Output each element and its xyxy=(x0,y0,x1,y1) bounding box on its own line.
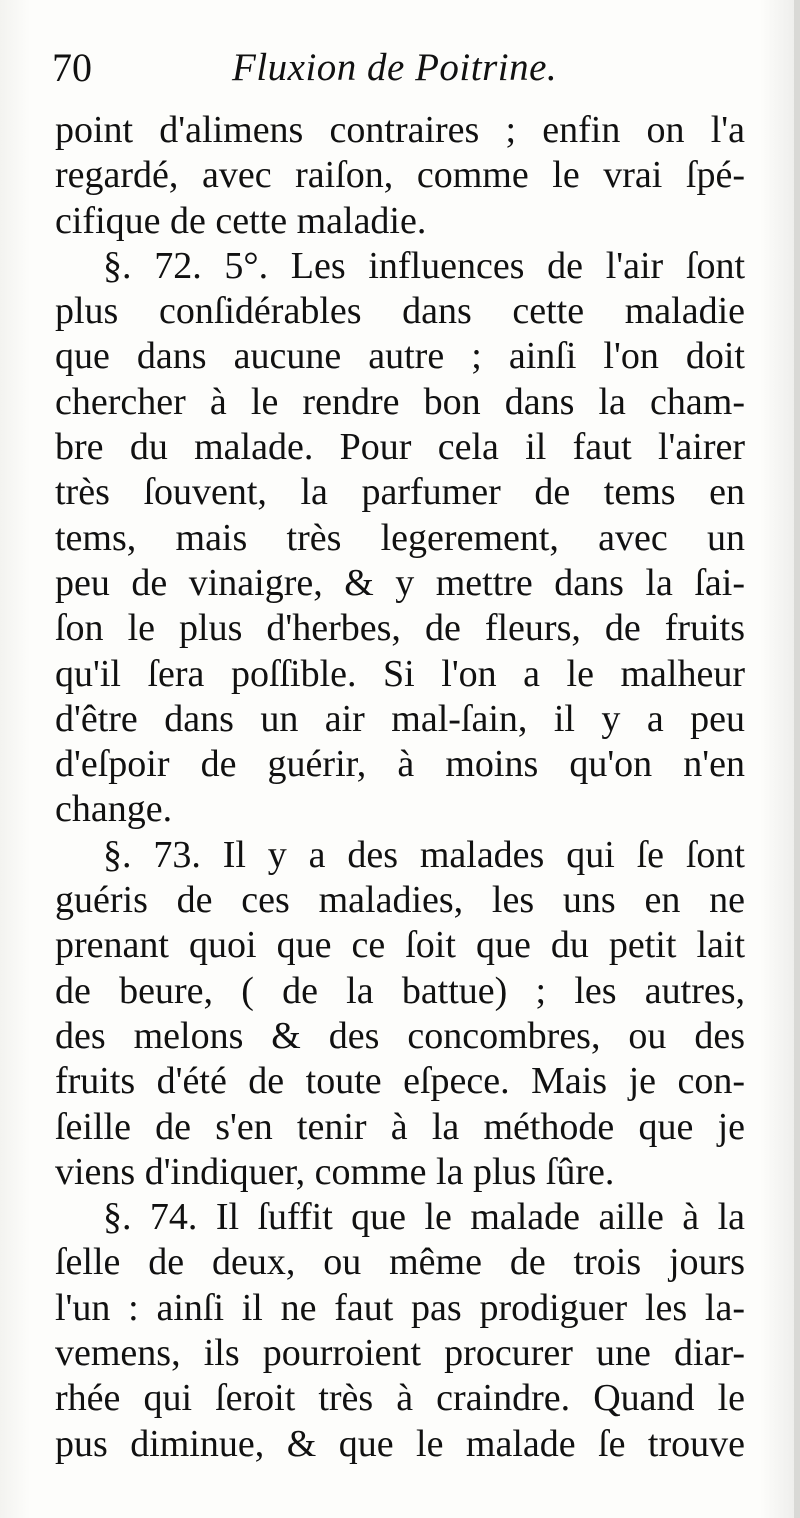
text-line: ſeille de s'en tenir à la méthode que je xyxy=(55,1105,745,1148)
text-line: bre du malade. Pour cela il faut l'airer xyxy=(55,426,745,469)
page-number: 70 xyxy=(52,45,92,90)
paragraph-73-start: §. 73. Il y a des malades qui ſe ſont xyxy=(103,833,745,876)
running-head-title: Fluxion de Poitrine. xyxy=(232,46,558,89)
text-line: qu'il ſera poſſible. Si l'on a le malheur xyxy=(55,652,745,695)
text-line: ſelle de deux, ou même de trois jours xyxy=(55,1241,745,1284)
text-line: chercher à le rendre bon dans la cham- xyxy=(55,380,745,423)
text-line: peu de vinaigre, & y mettre dans la ſai- xyxy=(55,561,745,604)
text-line: change. xyxy=(55,788,173,831)
text-line: l'un : ainſi il ne faut pas prodiguer les la- xyxy=(55,1286,745,1329)
text-line: d'être dans un air mal-ſain, il y a peu xyxy=(55,697,745,740)
text-line: des melons & des concombres, ou des xyxy=(55,1014,745,1057)
text-line: regardé, avec raiſon, comme le vrai ſpé- xyxy=(55,154,745,197)
paragraph-72-start: §. 72. 5°. Les influences de l'air ſont xyxy=(103,244,745,287)
body-text xyxy=(55,108,745,1467)
text-line: viens d'indiquer, comme la plus ſûre. xyxy=(55,1150,615,1193)
text-line: guéris de ces maladies, les uns en ne xyxy=(55,879,745,922)
text-line: tems, mais très legerement, avec un xyxy=(55,516,745,559)
text-line: que dans aucune autre ; ainſi l'on doit xyxy=(55,335,745,378)
text-line: plus conſidérables dans cette maladie xyxy=(55,290,745,333)
text-line: de beure, ( de la battue) ; les autres, xyxy=(55,969,745,1012)
text-line: rhée qui ſeroit très à craindre. Quand le xyxy=(55,1377,745,1420)
text-line: fruits d'été de toute eſpece. Mais je con- xyxy=(55,1060,745,1103)
text-line: ſon le plus d'herbes, de fleurs, de fruits xyxy=(55,607,745,650)
text-line: pus diminue, & que le malade ſe trouve xyxy=(55,1422,745,1465)
text-line: vemens, ils pourroient procurer une diar- xyxy=(55,1332,745,1375)
text-line: cifique de cette maladie. xyxy=(55,199,427,242)
text-line: prenant quoi que ce ſoit que du petit lait xyxy=(55,924,745,967)
paragraph-74-start: §. 74. Il ſuffit que le malade aille à la xyxy=(103,1196,745,1239)
text-line: point d'alimens contraires ; enfin on l'a xyxy=(55,109,745,151)
page-edge-shadow xyxy=(794,0,800,1518)
text-line: d'eſpoir de guérir, à moins qu'on n'en xyxy=(55,743,745,786)
text-line: très ſouvent, la parfumer de tems en xyxy=(55,471,745,514)
